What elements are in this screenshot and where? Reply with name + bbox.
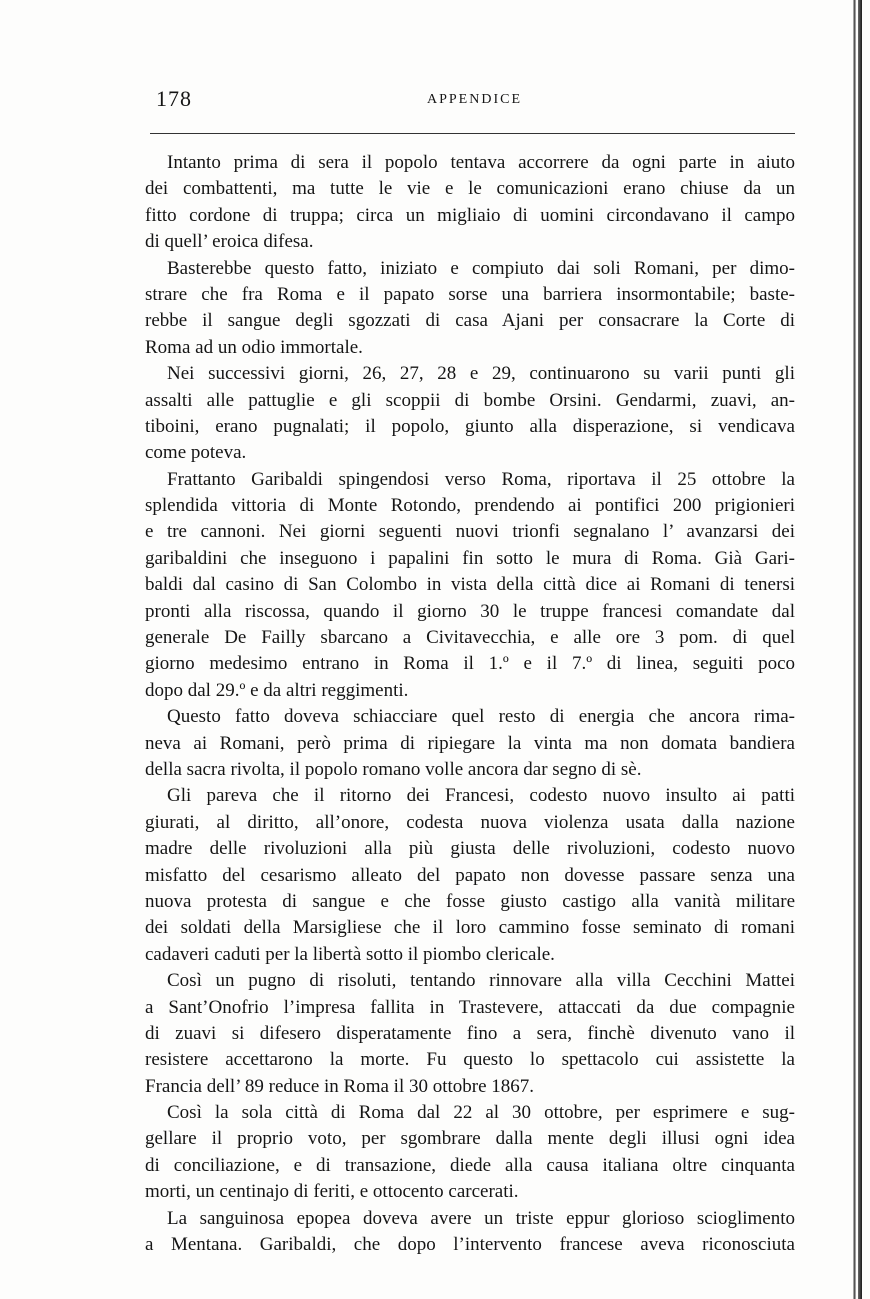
text-line: a Mentana. Garibaldi, che dopo l’intervento francese aveva riconosciuta	[145, 1234, 795, 1256]
header-rule	[150, 133, 795, 134]
text-line: e tre cannoni. Nei giorni seguenti nuovi trionfi segnalano l’ avanzarsi dei	[145, 521, 795, 543]
text-line: generale De Failly sbarcano a Civitavecchia, e alle ore 3 pom. di quel	[145, 627, 795, 649]
text-line: neva ai Romani, però prima di ripiegare la vinta ma non domata bandiera	[145, 732, 795, 754]
text-line: Francia dell’ 89 reduce in Roma il 30 ottobre 1867.	[145, 1075, 535, 1097]
text-line: fitto cordone di truppa; circa un migliaio di uomini circondavano il campo	[145, 204, 795, 226]
text-line: splendida vittoria di Monte Rotondo, prendendo ai pontifici 200 prigionieri	[145, 495, 795, 517]
page-edge-shadow	[853, 0, 856, 1299]
text-line: baldi dal casino di San Colombo in vista della città dice ai Romani di tenersi	[145, 574, 795, 596]
text-line: garibaldini che inseguono i papalini fin sotto le mura di Roma. Già Gari-	[145, 547, 795, 569]
text-line: assalti alle pattuglie e gli scoppii di bombe Orsini. Gendarmi, zuavi, an-	[145, 389, 795, 411]
text-line: Così un pugno di risoluti, tentando rinnovare alla villa Cecchini Mattei	[167, 970, 795, 992]
text-line: madre delle rivoluzioni alla più giusta delle rivoluzioni, codesto nuovo	[145, 838, 795, 860]
text-line: Roma ad un odio immortale.	[145, 336, 363, 358]
text-line: morti, un centinajo di feriti, e ottocento carcerati.	[145, 1181, 519, 1203]
text-line: La sanguinosa epopea doveva avere un triste eppur glorioso scioglimento	[167, 1207, 795, 1229]
text-line: cadaveri caduti per la libertà sotto il piombo clericale.	[145, 943, 555, 965]
text-line: giurati, al diritto, all’onore, codesta nuova violenza usata dalla nazione	[145, 811, 795, 833]
text-line: di conciliazione, e di transazione, diede alla causa italiana oltre cinquanta	[145, 1154, 795, 1176]
text-line: nuova protesta di sangue e che fosse giusto castigo alla vanità militare	[145, 890, 795, 912]
text-line: resistere accettarono la morte. Fu questo lo spettacolo cui assistette la	[145, 1049, 795, 1071]
text-line: dopo dal 29.º e da altri reggimenti.	[145, 679, 409, 701]
text-line: tiboini, erano pugnalati; il popolo, giunto alla disperazione, si vendicava	[145, 415, 795, 437]
text-line: misfatto del cesarismo alleato del papato non dovesse passare senza una	[145, 864, 795, 886]
running-head: APPENDICE	[427, 92, 523, 107]
text-line: rebbe il sangue degli sgozzati di casa Ajani per consacrare la Corte di	[145, 310, 795, 332]
text-line: come poteva.	[145, 442, 247, 464]
text-line: dei soldati della Marsigliese che il loro cammino fosse seminato di romani	[145, 917, 795, 939]
text-line: dei combattenti, ma tutte le vie e le comunicazioni erano chiuse da un	[145, 178, 795, 200]
text-line: pronti alla riscossa, quando il giorno 30 le truppe francesi comandate dal	[145, 600, 795, 622]
page-edge	[858, 0, 862, 1299]
text-line: Nei successivi giorni, 26, 27, 28 e 29, continuarono su varii punti gli	[167, 363, 795, 385]
text-line: di zuavi si difesero disperatamente fino a sera, finchè divenuto vano il	[145, 1022, 795, 1044]
text-line: Questo fatto doveva schiacciare quel resto di energia che ancora rima-	[167, 706, 795, 728]
text-line: Basterebbe questo fatto, iniziato e compiuto dai soli Romani, per dimo-	[167, 257, 795, 279]
text-line: di quell’ eroica difesa.	[145, 231, 314, 253]
text-line: Intanto prima di sera il popolo tentava accorrere da ogni parte in aiuto	[167, 152, 795, 173]
page-header	[150, 86, 795, 116]
text-line: Gli pareva che il ritorno dei Francesi, codesto nuovo insulto ai patti	[167, 785, 795, 807]
text-line: Così la sola città di Roma dal 22 al 30 ottobre, per esprimere e sug-	[167, 1102, 795, 1124]
text-line: gellare il proprio voto, per sgombrare dalla mente degli illusi ogni idea	[145, 1128, 795, 1150]
text-line: Frattanto Garibaldi spingendosi verso Roma, riportava il 25 ottobre la	[167, 468, 795, 490]
text-line: strare che fra Roma e il papato sorse una barriera insormontabile; baste-	[145, 283, 795, 305]
page-number: 178	[156, 86, 192, 111]
text-line: della sacra rivolta, il popolo romano volle ancora dar segno di sè.	[145, 758, 642, 780]
text-line: a Sant’Onofrio l’impresa fallita in Trastevere, attaccati da due compagnie	[145, 996, 795, 1018]
body-text	[145, 150, 795, 1258]
text-line: giorno medesimo entrano in Roma il 1.º e il 7.º di linea, seguiti poco	[145, 653, 795, 675]
